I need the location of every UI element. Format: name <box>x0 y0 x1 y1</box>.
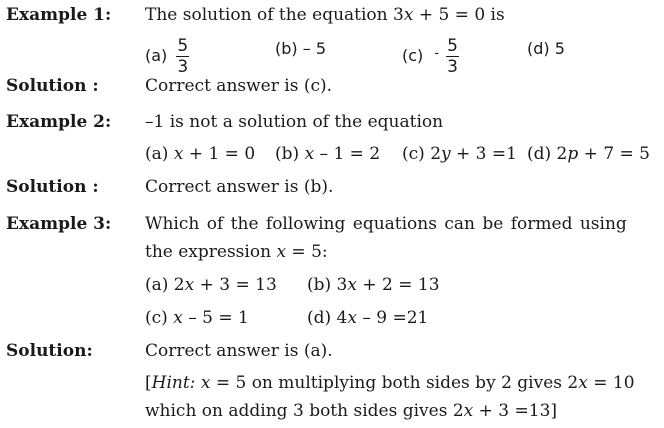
example-2-option-a: (a) x + 1 = 0 <box>145 144 256 164</box>
solution-1-label: Solution : <box>6 76 99 96</box>
example-3-question-row <box>0 211 664 241</box>
example-3-question-row-2 <box>0 239 664 269</box>
solution-1-row <box>0 73 664 103</box>
example-2-options-row <box>0 141 664 171</box>
example-1-option-a: (a) $\frac{5}{3}$ <box>145 36 189 77</box>
fraction-five-thirds: $\frac{5}{3}$ <box>447 36 458 77</box>
solution-3-row <box>0 338 664 368</box>
example-1-option-d: (d) 5 <box>527 39 565 58</box>
solution-3-text: Correct answer is (a). <box>145 341 333 361</box>
solution-3-hint-line-2: which on adding 3 both sides gives 2x + 3 =13] <box>145 401 558 421</box>
example-2-option-c: (c) 2y + 3 =1 <box>402 144 517 164</box>
solution-2-text: Correct answer is (b). <box>145 177 334 197</box>
example-3-option-a: (a) 2x + 3 = 13 <box>145 275 277 295</box>
example-1-option-c: (c) - $\frac{5}{3}$ <box>402 36 458 77</box>
example-1-option-b: (b) – 5 <box>275 39 326 58</box>
example-3-question-line-1: Which of the following equations can be formed using <box>145 214 627 234</box>
example-3-option-d: (d) 4x – 9 =21 <box>307 308 429 328</box>
example-2-question-row <box>0 109 664 139</box>
example-2-option-d: (d) 2p + 7 = 5 <box>527 144 651 164</box>
solution-2-row <box>0 174 664 204</box>
example-3-question-line-2: the expression x = 5: <box>145 242 328 262</box>
example-2-option-b: (b) x – 1 = 2 <box>275 144 381 164</box>
example-3-options-row-1 <box>0 272 664 302</box>
example-1-question: The solution of the equation 3x + 5 = 0 is <box>145 5 505 25</box>
solution-3-hint-row-2 <box>0 398 664 428</box>
fraction-five-thirds: $\frac{5}{3}$ <box>177 36 189 77</box>
example-3-options-row-2 <box>0 305 664 335</box>
solution-3-label: Solution: <box>6 341 93 361</box>
example-1-label: Example 1: <box>6 5 112 25</box>
example-3-label: Example 3: <box>6 214 112 234</box>
solution-1-text: Correct answer is (c). <box>145 76 333 96</box>
example-2-label: Example 2: <box>6 112 112 132</box>
solution-2-label: Solution : <box>6 177 99 197</box>
solution-3-hint-line-1: [Hint: x = 5 on multiplying both sides by 2 gives 2x = 10 <box>145 373 635 393</box>
example-1-options-row <box>0 26 664 77</box>
example-3-option-b: (b) 3x + 2 = 13 <box>307 275 440 295</box>
solution-3-hint-row-1 <box>0 370 664 400</box>
example-3-option-c: (c) x – 5 = 1 <box>145 308 249 328</box>
example-2-question: –1 is not a solution of the equation <box>145 112 444 132</box>
